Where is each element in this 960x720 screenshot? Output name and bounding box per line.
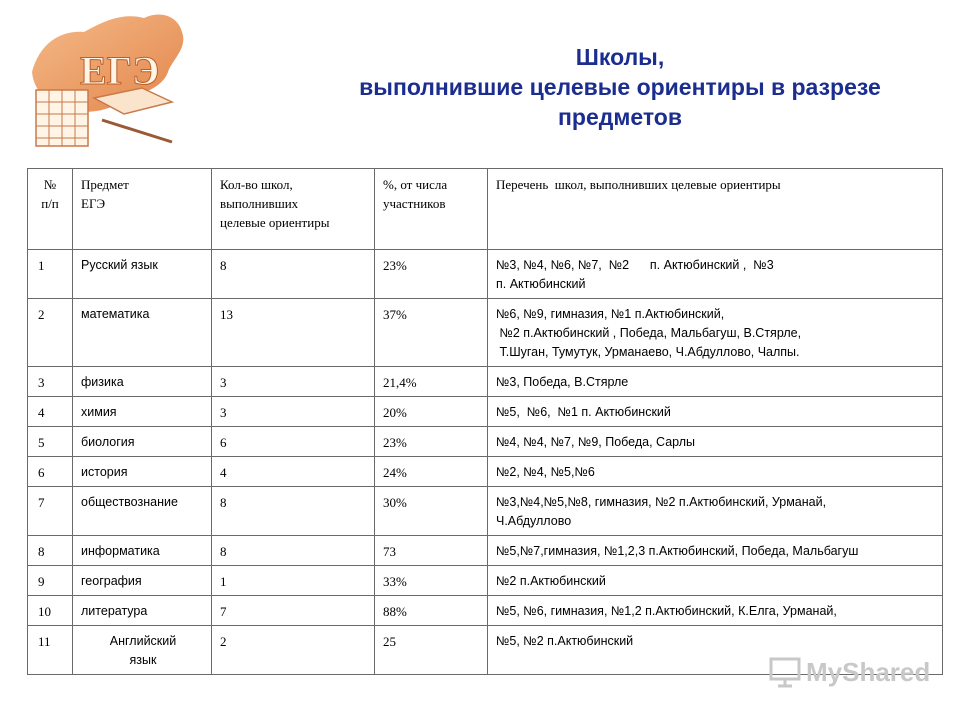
- cell-line: история: [81, 465, 128, 479]
- row-num: 6: [28, 457, 73, 487]
- cell-line: Кол-во школ,: [220, 177, 293, 192]
- cell-line: Перечень школ, выполнивших целевые ориентиры: [496, 177, 781, 192]
- row-percent: 21,4%: [375, 367, 488, 397]
- cell-line: ЕГЭ: [81, 196, 106, 211]
- table-row: [28, 487, 943, 536]
- cell-line: география: [81, 574, 142, 588]
- row-percent: 25: [375, 626, 488, 675]
- row-subject: [73, 536, 212, 566]
- cell-line: математика: [81, 307, 150, 321]
- presentation-icon: [768, 655, 802, 689]
- row-count: 3: [212, 397, 375, 427]
- row-subject: [73, 596, 212, 626]
- row-count: 7: [212, 596, 375, 626]
- cell-line: обществознание: [81, 495, 178, 509]
- row-school-list: [488, 397, 943, 427]
- cell-line: №2 п.Актюбинский: [496, 574, 606, 588]
- row-school-list: [488, 596, 943, 626]
- row-school-list: [488, 457, 943, 487]
- row-percent: 30%: [375, 487, 488, 536]
- row-subject: [73, 397, 212, 427]
- row-count: 8: [212, 487, 375, 536]
- cell-line: п. Актюбинский: [496, 277, 586, 291]
- cell-line: №3, Победа, В.Стярле: [496, 375, 629, 389]
- table-row: [28, 299, 943, 367]
- cell-line: выполнивших: [220, 196, 299, 211]
- page-title: [290, 42, 950, 132]
- header-num: [28, 169, 73, 250]
- cell-line: Английский: [109, 634, 177, 648]
- row-school-list: [488, 367, 943, 397]
- cell-line: биология: [81, 435, 135, 449]
- cell-line: №3,№4,№5,№8, гимназия, №2 п.Актюбинский, Урманай,: [496, 495, 827, 509]
- row-num: 2: [28, 299, 73, 367]
- cell-line: химия: [81, 405, 117, 419]
- cell-line: Русский язык: [81, 258, 158, 272]
- cell-line: участников: [383, 196, 446, 211]
- row-num: 3: [28, 367, 73, 397]
- cell-line: %, от числа: [383, 177, 448, 192]
- row-num: 4: [28, 397, 73, 427]
- row-school-list: [488, 250, 943, 299]
- row-num: 7: [28, 487, 73, 536]
- table-row: [28, 566, 943, 596]
- header-count: [212, 169, 375, 250]
- row-percent: 33%: [375, 566, 488, 596]
- table-row: [28, 250, 943, 299]
- row-subject: [73, 250, 212, 299]
- row-count: 13: [212, 299, 375, 367]
- ege-logo: [22, 2, 192, 152]
- row-num: 8: [28, 536, 73, 566]
- cell-line: Предмет: [81, 177, 129, 192]
- cell-line: литература: [81, 604, 148, 618]
- row-count: 8: [212, 536, 375, 566]
- logo-text: ЕГЭ: [80, 48, 160, 93]
- cell-line: №3, №4, №6, №7, №2 п. Актюбинский , №3: [496, 258, 774, 272]
- row-school-list: [488, 427, 943, 457]
- myshared-watermark: [768, 652, 930, 692]
- header-percent: [375, 169, 488, 250]
- row-percent: 73: [375, 536, 488, 566]
- row-num: 11: [28, 626, 73, 675]
- row-school-list: [488, 299, 943, 367]
- row-num: 9: [28, 566, 73, 596]
- row-count: 2: [212, 626, 375, 675]
- cell-line: физика: [81, 375, 124, 389]
- cell-line: п/п: [41, 196, 59, 211]
- row-count: 6: [212, 427, 375, 457]
- cell-line: №6, №9, гимназия, №1 п.Актюбинский,: [496, 307, 725, 321]
- row-subject: [73, 487, 212, 536]
- cell-line: язык: [129, 653, 157, 667]
- row-subject: [73, 457, 212, 487]
- cell-line: №2 п.Актюбинский , Победа, Мальбагуш, В.Стярле,: [496, 326, 802, 340]
- row-count: 8: [212, 250, 375, 299]
- row-subject: [73, 427, 212, 457]
- cell-line: информатика: [81, 544, 160, 558]
- cell-line: №5,№7,гимназия, №1,2,3 п.Актюбинский, Победа, Мальбагуш: [496, 544, 859, 558]
- cell-line: №5, №6, №1 п. Актюбинский: [496, 405, 671, 419]
- cell-line: №4, №4, №7, №9, Победа, Сарлы: [496, 435, 695, 449]
- cell-line: №: [43, 177, 57, 192]
- row-percent: 24%: [375, 457, 488, 487]
- table-row: [28, 596, 943, 626]
- title-line-3: предметов: [558, 104, 682, 130]
- table-row: [28, 457, 943, 487]
- row-subject: [73, 367, 212, 397]
- row-school-list: [488, 566, 943, 596]
- row-school-list: [488, 487, 943, 536]
- header-list: [488, 169, 943, 250]
- cell-line: №5, №2 п.Актюбинский: [496, 634, 634, 648]
- row-subject: [73, 566, 212, 596]
- cell-line: Т.Шуган, Тумутук, Урманаево, Ч.Абдуллово, Чалпы.: [496, 345, 800, 359]
- table-row: [28, 536, 943, 566]
- row-percent: 20%: [375, 397, 488, 427]
- row-num: 5: [28, 427, 73, 457]
- row-num: 10: [28, 596, 73, 626]
- header-subject: [73, 169, 212, 250]
- title-line-1: Школы,: [575, 44, 665, 70]
- row-percent: 88%: [375, 596, 488, 626]
- row-num: 1: [28, 250, 73, 299]
- row-subject: [73, 299, 212, 367]
- watermark-text: MyShared: [806, 656, 931, 687]
- cell-line: целевые ориентиры: [220, 215, 330, 230]
- row-percent: 23%: [375, 427, 488, 457]
- table-row: [28, 427, 943, 457]
- table-header-row: [28, 169, 943, 250]
- row-count: 1: [212, 566, 375, 596]
- title-line-2: выполнившие целевые ориентиры в разрезе: [359, 74, 881, 100]
- row-count: 4: [212, 457, 375, 487]
- cell-line: №5, №6, гимназия, №1,2 п.Актюбинский, К.Елга, Урманай,: [496, 604, 837, 618]
- row-percent: 37%: [375, 299, 488, 367]
- cell-line: №2, №4, №5,№6: [496, 465, 595, 479]
- row-percent: 23%: [375, 250, 488, 299]
- results-table: [27, 168, 943, 675]
- row-school-list: [488, 536, 943, 566]
- row-subject: [73, 626, 212, 675]
- table-row: [28, 397, 943, 427]
- table-row: [28, 367, 943, 397]
- row-count: 3: [212, 367, 375, 397]
- cell-line: Ч.Абдуллово: [496, 514, 572, 528]
